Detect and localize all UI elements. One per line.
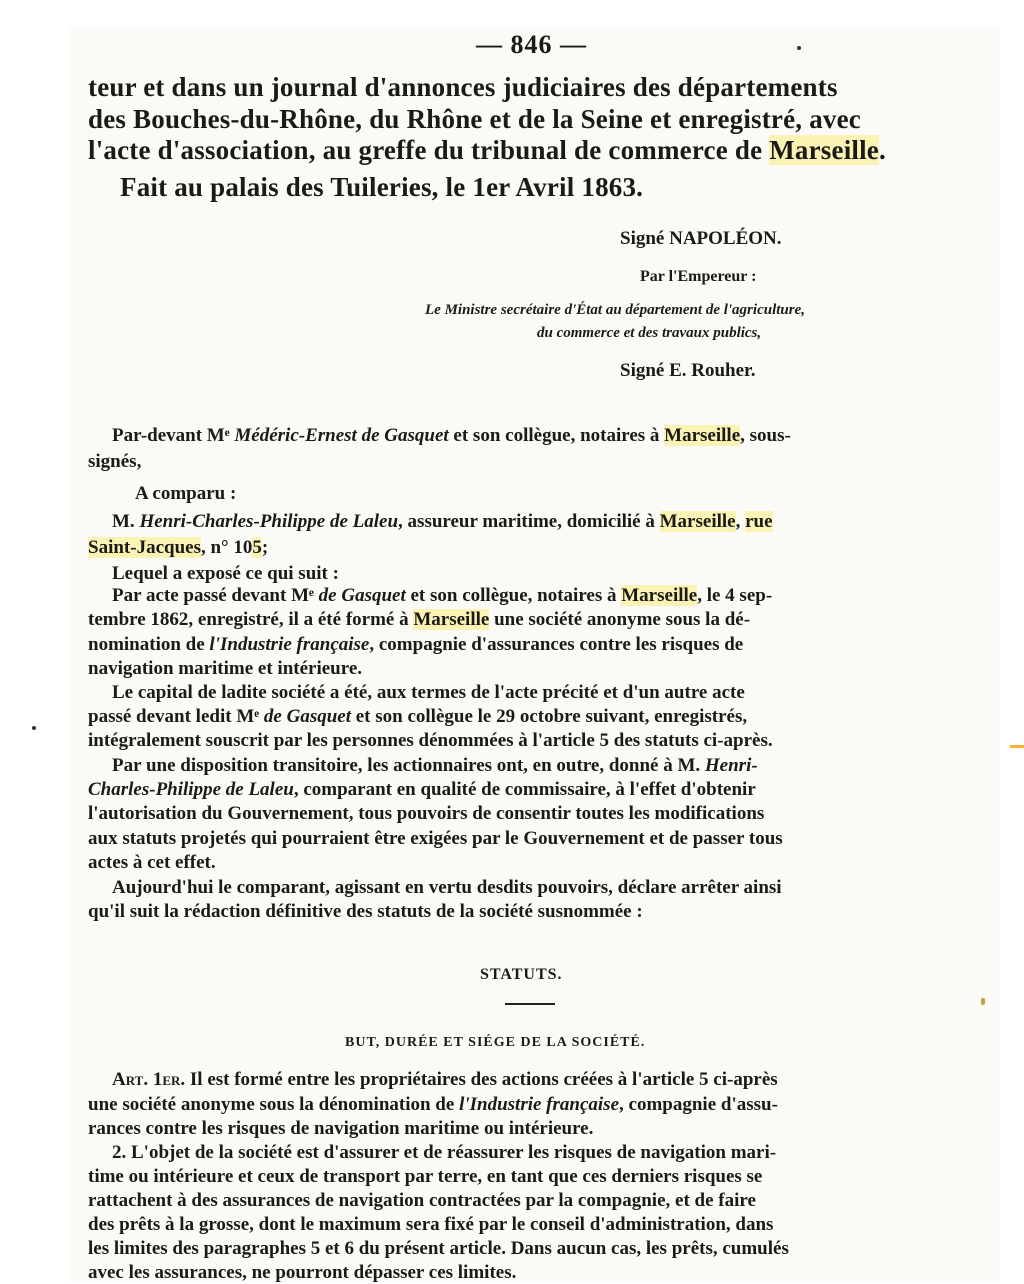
text-line: intégralement souscrit par les personnes dénommées à l'article 5 des statuts ci-après. <box>88 730 773 751</box>
text-line: navigation maritime et intérieure. <box>88 658 363 679</box>
minister-title: Le Ministre secrétaire d'État au département de l'agriculture, <box>425 302 805 318</box>
highlighted-term: Marseille <box>659 511 736 532</box>
text-line: Charles-Philippe de Laleu, comparant en qualité de commissaire, à l'effet d'obtenir <box>88 779 756 800</box>
text-line: M. Henri-Charles-Philippe de Laleu, assureur maritime, domicilié à Marseille, rue <box>112 511 773 532</box>
highlighted-term: Marseille <box>664 425 741 446</box>
text-line: teur et dans un journal d'annonces judiciaires des départements <box>88 72 838 102</box>
signature-par-empereur: Par l'Empereur : <box>640 268 757 285</box>
section-heading: BUT, DURÉE ET SIÉGE DE LA SOCIÉTÉ. <box>345 1035 646 1050</box>
highlighted-term: Marseille <box>413 609 490 630</box>
highlighted-term: Marseille <box>769 135 879 165</box>
text-line: aux statuts projetés qui pourraient être exigées par le Gouvernement et de passer tous <box>88 828 783 849</box>
text-line: passé devant ledit Mᵉ de Gasquet et son collègue le 29 octobre suivant, enregistrés, <box>88 706 748 727</box>
text-line: A comparu : <box>135 483 237 504</box>
highlighted-term: Saint-Jacques <box>88 537 201 558</box>
text-line: avec les assurances, ne pourront dépasser ces limites. <box>88 1262 517 1283</box>
text-line: l'acte d'association, au greffe du tribunal de commerce de Marseille. <box>88 135 886 165</box>
text-line: les limites des paragraphes 5 et 6 du présent article. Dans aucun cas, les prêts, cumulés <box>88 1238 789 1259</box>
signature-napoleon: Signé NAPOLÉON. <box>620 228 782 249</box>
ink-speck <box>797 46 801 50</box>
page-number: — 846 — <box>476 30 587 59</box>
highlight-marker <box>1010 745 1024 748</box>
text-line: signés, <box>88 451 142 472</box>
ink-speck <box>32 726 36 730</box>
text-line: rattachent à des assurances de navigation contractées par la compagnie, et de faire <box>88 1190 756 1211</box>
text-line: Aujourd'hui le comparant, agissant en vertu desdits pouvoirs, déclare arrêter ainsi <box>112 877 782 898</box>
text-line: rances contre les risques de navigation maritime ou intérieure. <box>88 1118 594 1139</box>
text-line: tembre 1862, enregistré, il a été formé à Marseille une société anonyme sous la dé- <box>88 609 751 630</box>
highlighted-term: rue <box>745 511 773 532</box>
date-line: Fait au palais des Tuileries, le 1er Avril 1863. <box>120 172 644 202</box>
text-line: actes à cet effet. <box>88 852 216 873</box>
text-line: qu'il suit la rédaction définitive des statuts de la société susnommée : <box>88 901 643 922</box>
minister-title: du commerce et des travaux publics, <box>537 325 762 341</box>
text-line: Par acte passé devant Mᵉ de Gasquet et son collègue, notaires à Marseille, le 4 sep- <box>112 585 773 606</box>
ink-speck <box>981 998 985 1005</box>
statuts-heading: STATUTS. <box>480 966 563 983</box>
text-line: une société anonyme sous la dénomination de l'Industrie française, compagnie d'assu- <box>88 1094 778 1115</box>
text-line: Lequel a exposé ce qui suit : <box>112 563 339 584</box>
divider <box>505 1003 555 1005</box>
text-line: des prêts à la grosse, dont le maximum sera fixé par le conseil d'administration, dans <box>88 1214 774 1235</box>
text-line: 2. L'objet de la société est d'assurer et de réassurer les risques de navigation mari- <box>112 1142 777 1163</box>
highlighted-term: Marseille <box>621 585 698 606</box>
text-line: Art. 1er. Il est formé entre les propriétaires des actions créées à l'article 5 ci-après <box>112 1069 778 1090</box>
text-line: Par-devant Mᵉ Médéric-Ernest de Gasquet et son collègue, notaires à Marseille, sous- <box>112 425 791 446</box>
text-line: des Bouches-du-Rhône, du Rhône et de la Seine et enregistré, avec <box>88 104 861 134</box>
text-line: nomination de l'Industrie française, compagnie d'assurances contre les risques de <box>88 634 744 655</box>
text-line: time ou intérieure et ceux de transport par terre, en tant que ces derniers risques se <box>88 1166 763 1187</box>
text-line: Par une disposition transitoire, les actionnaires ont, en outre, donné à M. Henri- <box>112 755 758 776</box>
text-line: Saint-Jacques, n° 105; <box>88 537 269 558</box>
text-line: Le capital de ladite société a été, aux termes de l'acte précité et d'un autre acte <box>112 682 745 703</box>
signature-rouher: Signé E. Rouher. <box>620 360 756 381</box>
text-line: l'autorisation du Gouvernement, tous pouvoirs de consentir toutes les modifications <box>88 803 765 824</box>
